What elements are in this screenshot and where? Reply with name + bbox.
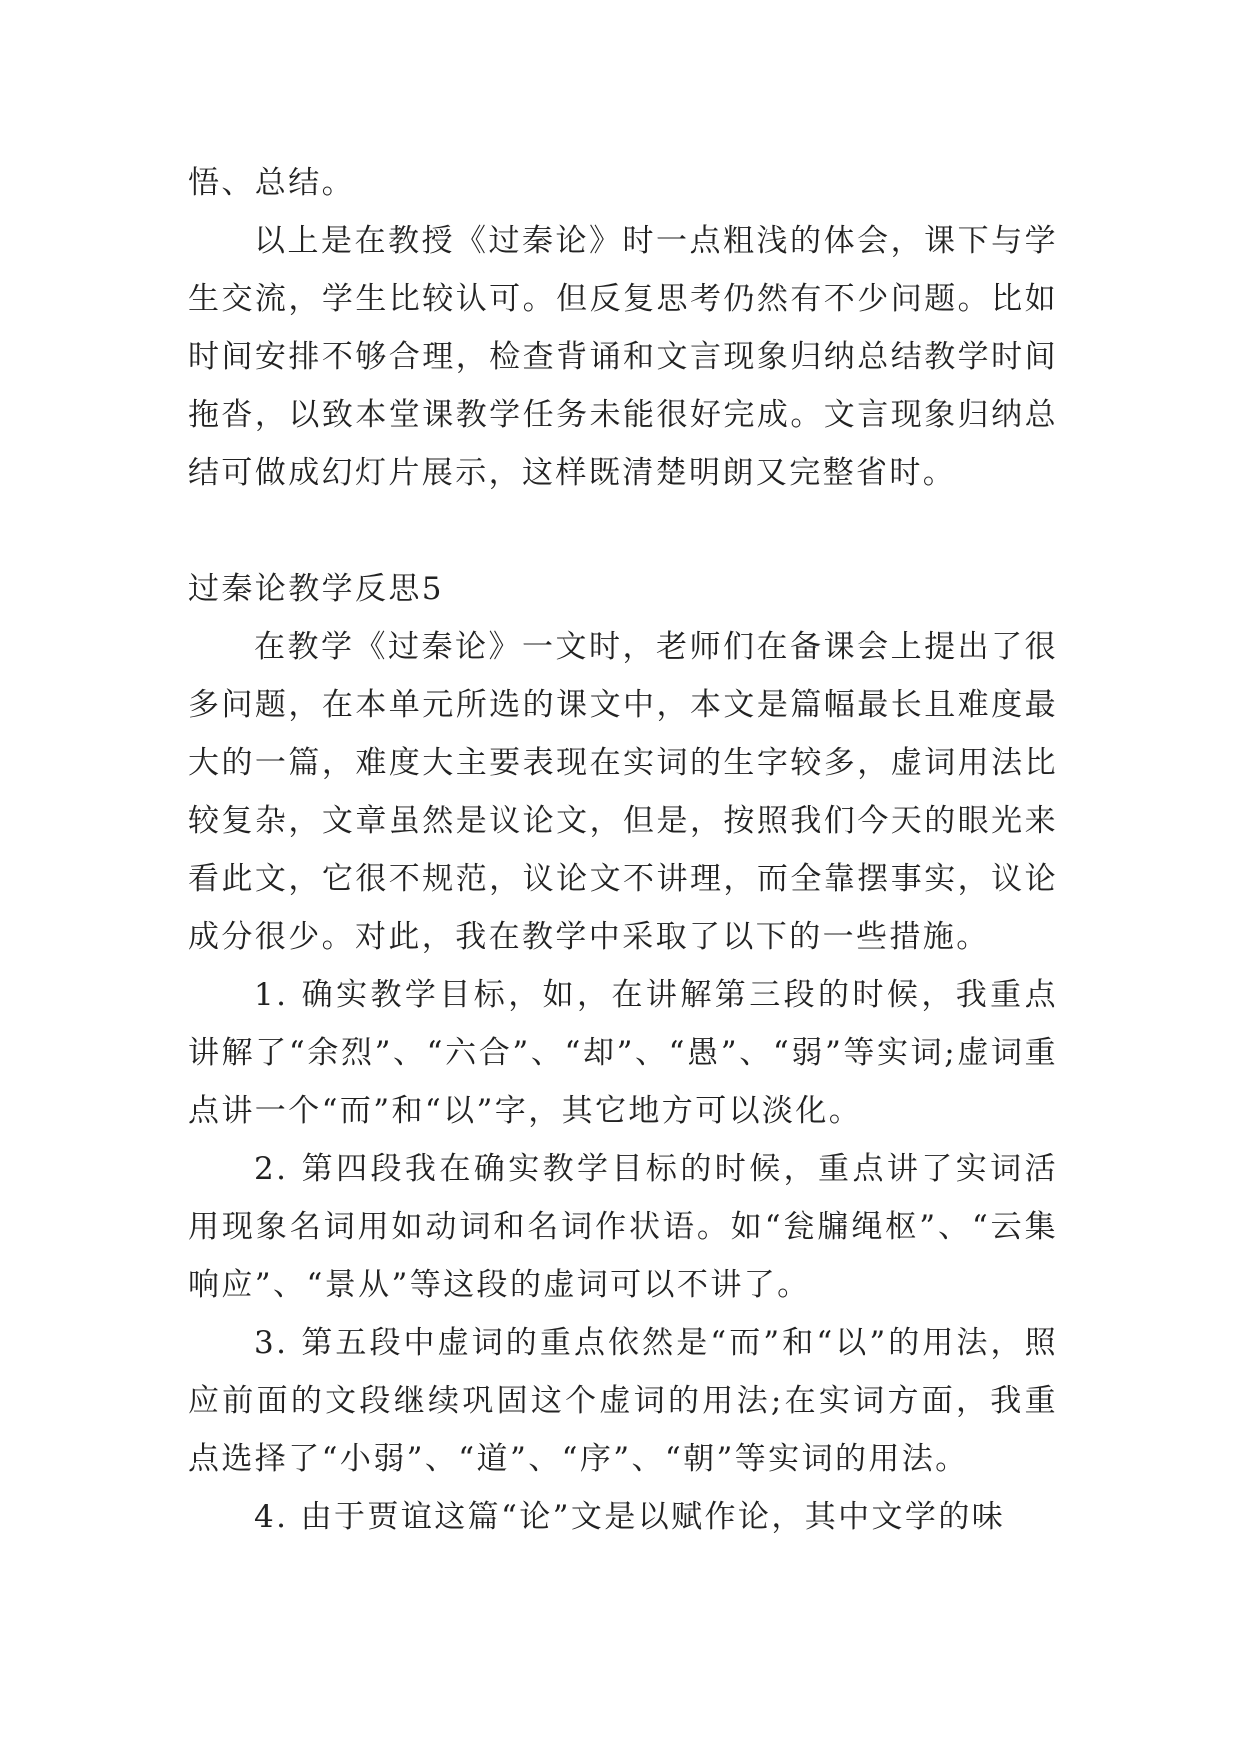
list-item-2: 2. 第四段我在确实教学目标的时候，重点讲了实词活用现象名词用如动词和名词作状语。如“瓮牖绳枢”、“云集响应”、“景从”等这段的虚词可以不讲了。: [188, 1151, 1058, 1303]
paragraph-reflection: 以上是在教授《过秦论》时一点粗浅的体会，课下与学生交流，学生比较认可。但反复思考仍然有不少问题。比如时间安排不够合理，检查背诵和文言现象归纳总结教学时间拖沓，以致本堂课教学任务未能很好完成。文言现象归纳总结可做成幻灯片展示，这样既清楚明朗又完整省时。: [188, 223, 1058, 491]
document-body: [188, 154, 1058, 1546]
paragraph-intro: 在教学《过秦论》一文时，老师们在备课会上提出了很多问题，在本单元所选的课文中，本文是篇幅最长且难度最大的一篇，难度大主要表现在实词的生字较多，虚词用法比较复杂，文章虽然是议论文，但是，按照我们今天的眼光来看此文，它很不规范，议论文不讲理，而全靠摆事实，议论成分很少。对此，我在教学中采取了以下的一些措施。: [188, 629, 1058, 955]
section-spacer: [188, 502, 1058, 560]
list-item-1: 1. 确实教学目标，如，在讲解第三段的时候，我重点讲解了“余烈”、“六合”、“却”、“愚”、“弱”等实词;虚词重点讲一个“而”和“以”字，其它地方可以淡化。: [188, 977, 1058, 1129]
list-item-3: 3. 第五段中虚词的重点依然是“而”和“以”的用法，照应前面的文段继续巩固这个虚词的用法;在实词方面，我重点选择了“小弱”、“道”、“序”、“朝”等实词的用法。: [188, 1325, 1058, 1477]
section-title: 过秦论教学反思5: [188, 571, 444, 607]
list-item-4: 4. 由于贾谊这篇“论”文是以赋作论，其中文学的味: [254, 1499, 1006, 1535]
continuation-text: 悟、总结。: [188, 165, 355, 201]
